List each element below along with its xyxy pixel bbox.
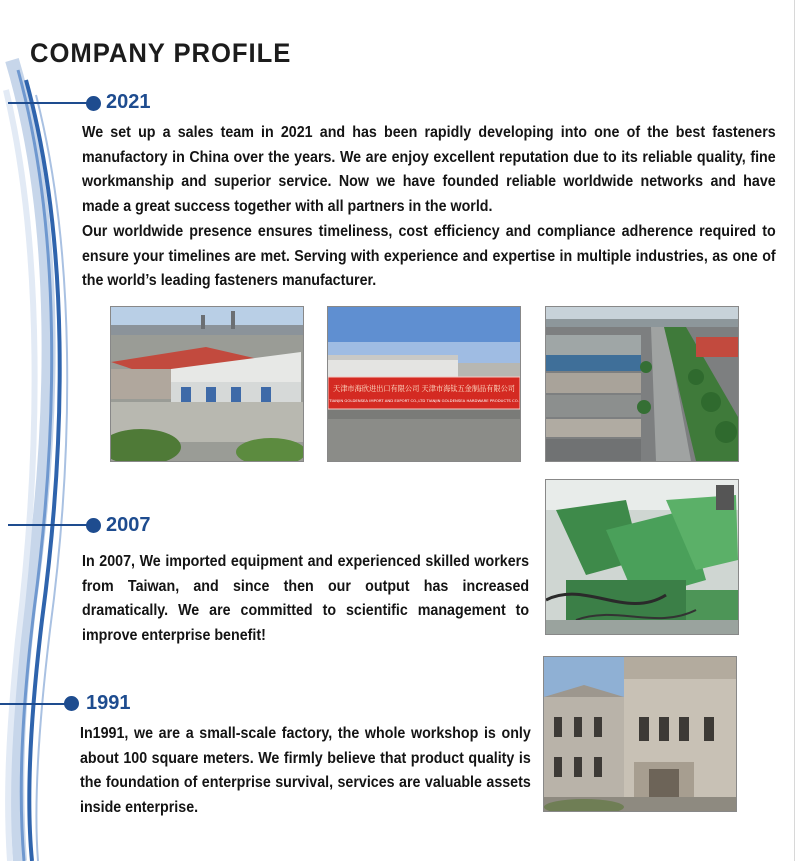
machinery-photo [545, 479, 739, 635]
timeline-dot-2007 [86, 518, 101, 533]
page-title: COMPANY PROFILE [30, 38, 292, 68]
paragraph-2007: In 2007, We imported equipment and experienced skilled workers from Taiwan, and since then our output has increased dramatically. We are committed to scientific management to improve enterprise benefit! [82, 553, 530, 644]
old-workshop-photo [543, 656, 737, 812]
year-2007: 2007 [106, 514, 151, 536]
decorative-swoosh [0, 0, 90, 861]
industrial-park-photo [545, 306, 739, 462]
banner-building-photo [327, 306, 521, 462]
banner-chinese-text: 天津市海欣进出口有限公司 天津市海钛五金制品有限公司 [333, 384, 515, 393]
right-border-rule [794, 0, 795, 861]
timeline-connector-1991 [0, 703, 70, 705]
year-1991: 1991 [86, 692, 131, 714]
banner-english-text: TIANJIN GOLDENSEA IMPORT AND EXPORT CO.,LTD TIANJIN GOLDENSEA HARDWARE PRODUCTS CO. [329, 398, 519, 403]
timeline-connector-2021 [8, 102, 92, 104]
paragraph-2021-1: We set up a sales team in 2021 and has been rapidly developing into one of the best fasteners manufactory in China over the years. We are enjoy excellent reputation due to its reliable quality, fine workmanship and superior service. Now we have founded reliable worldwide networks and have made a great success together with all partners in the world. [82, 124, 776, 215]
timeline-connector-2007 [8, 524, 92, 526]
timeline-dot-1991 [64, 696, 79, 711]
timeline-dot-2021 [86, 96, 101, 111]
year-2021: 2021 [106, 91, 151, 113]
factory-aerial-photo [110, 306, 304, 462]
paragraph-2021-2: Our worldwide presence ensures timeliness, cost efficiency and compliance adherence required to ensure your timelines are met. Serving with experience and expertise in multiple industries, as one of the world’s leading fasteners manufacturer. [82, 223, 776, 289]
paragraph-1991: In1991, we are a small-scale factory, the whole workshop is only about 100 square meters. We firmly believe that product quality is the foundation of enterprise survival, services are valuable assets inside enterprise. [80, 725, 531, 816]
